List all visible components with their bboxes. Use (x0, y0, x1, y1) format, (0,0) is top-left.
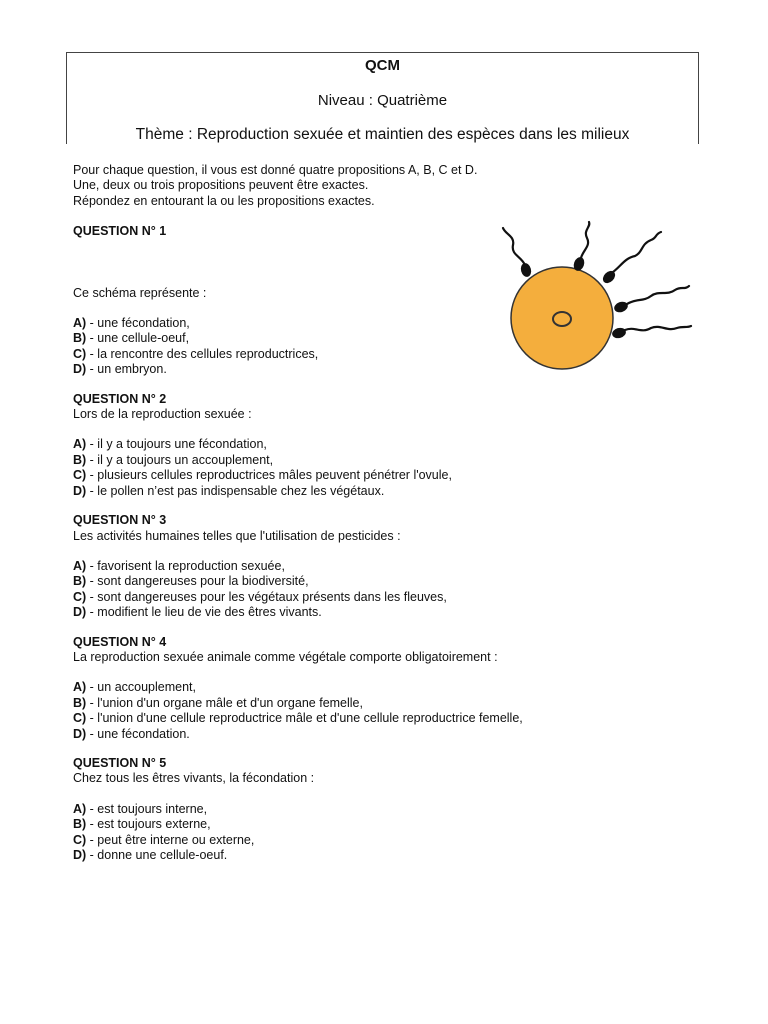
document-title: QCM (365, 57, 400, 74)
question-title: QUESTION N° 1 (73, 224, 167, 239)
question-title: QUESTION N° 4 (73, 634, 167, 649)
option-b[interactable]: B) - est toujours externe, (73, 817, 211, 832)
sperm-head (613, 300, 630, 314)
question-prompt: Les activités humaines telles que l'utilisation de pesticides : (73, 528, 401, 543)
instruction-line: Pour chaque question, il vous est donné quatre propositions A, B, C et D. (73, 163, 478, 177)
option-c[interactable]: C) - sont dangereuses pour les végétaux présents dans les fleuves, (73, 589, 447, 604)
question-prompt: Chez tous les êtres vivants, la fécondation : (73, 771, 315, 786)
level-line: Niveau : Quatrième (317, 92, 448, 109)
option-c[interactable]: C) - l'union d'une cellule reproductrice mâle et d'une cellule reproductrice femelle, (73, 711, 523, 726)
option-b[interactable]: B) - l'union d'un organe mâle et d'un organe femelle, (73, 695, 363, 710)
header-box (66, 52, 699, 144)
option-c[interactable]: C) - plusieurs cellules reproductrices mâles peuvent pénétrer l'ovule, (73, 468, 452, 483)
sperm-tail (613, 232, 661, 272)
option-b[interactable]: B) - sont dangereuses pour la biodiversité, (73, 574, 309, 589)
sperm-tail (627, 286, 689, 304)
question-prompt: La reproduction sexuée animale comme végétale comporte obligatoirement : (73, 649, 498, 664)
question-title: QUESTION N° 2 (73, 391, 167, 406)
option-a[interactable]: A) - il y a toujours une fécondation, (73, 437, 267, 452)
sperm-head (611, 326, 627, 339)
question-prompt: Lors de la reproduction sexuée : (73, 407, 252, 422)
question-title: QUESTION N° 3 (73, 513, 167, 528)
fertilization-diagram (495, 220, 700, 385)
option-d[interactable]: D) - donne une cellule-oeuf. (73, 848, 228, 862)
option-c[interactable]: C) - la rencontre des cellules reproductrices, (73, 346, 319, 361)
sperm-tail (503, 228, 525, 265)
option-a[interactable]: A) - un accouplement, (73, 680, 196, 695)
question-5 (73, 756, 593, 863)
question-4 (73, 635, 593, 742)
instruction-line: Une, deux ou trois propositions peuvent être exactes. (73, 178, 369, 193)
ovule (511, 267, 613, 369)
question-prompt: Ce schéma représente : (73, 285, 207, 300)
question-3 (73, 513, 593, 620)
theme-line: Thème : Reproduction sexuée et maintien des espèces dans les milieux (135, 126, 630, 143)
instruction-line: Répondez en entourant la ou les propositions exactes. (73, 193, 375, 208)
sperm-tail (625, 326, 691, 330)
option-d[interactable]: D) - le pollen n’est pas indispensable chez les végétaux. (73, 483, 385, 498)
option-c[interactable]: C) - peut être interne ou externe, (73, 832, 255, 847)
question-2 (73, 392, 593, 499)
sperm-tail (581, 222, 589, 258)
option-b[interactable]: B) - il y a toujours un accouplement, (73, 452, 274, 467)
option-d[interactable]: D) - un embryon. (73, 362, 167, 377)
option-b[interactable]: B) - une cellule-oeuf, (73, 331, 190, 346)
instructions (73, 163, 593, 209)
option-a[interactable]: A) - est toujours interne, (73, 801, 208, 816)
option-a[interactable]: A) - favorisent la reproduction sexuée, (73, 558, 285, 573)
option-a[interactable]: A) - une fécondation, (73, 316, 190, 331)
sperm-head (519, 262, 532, 278)
option-d[interactable]: D) - une fécondation. (73, 726, 190, 741)
option-d[interactable]: D) - modifient le lieu de vie des êtres vivants. (73, 605, 322, 620)
question-title: QUESTION N° 5 (73, 755, 167, 770)
